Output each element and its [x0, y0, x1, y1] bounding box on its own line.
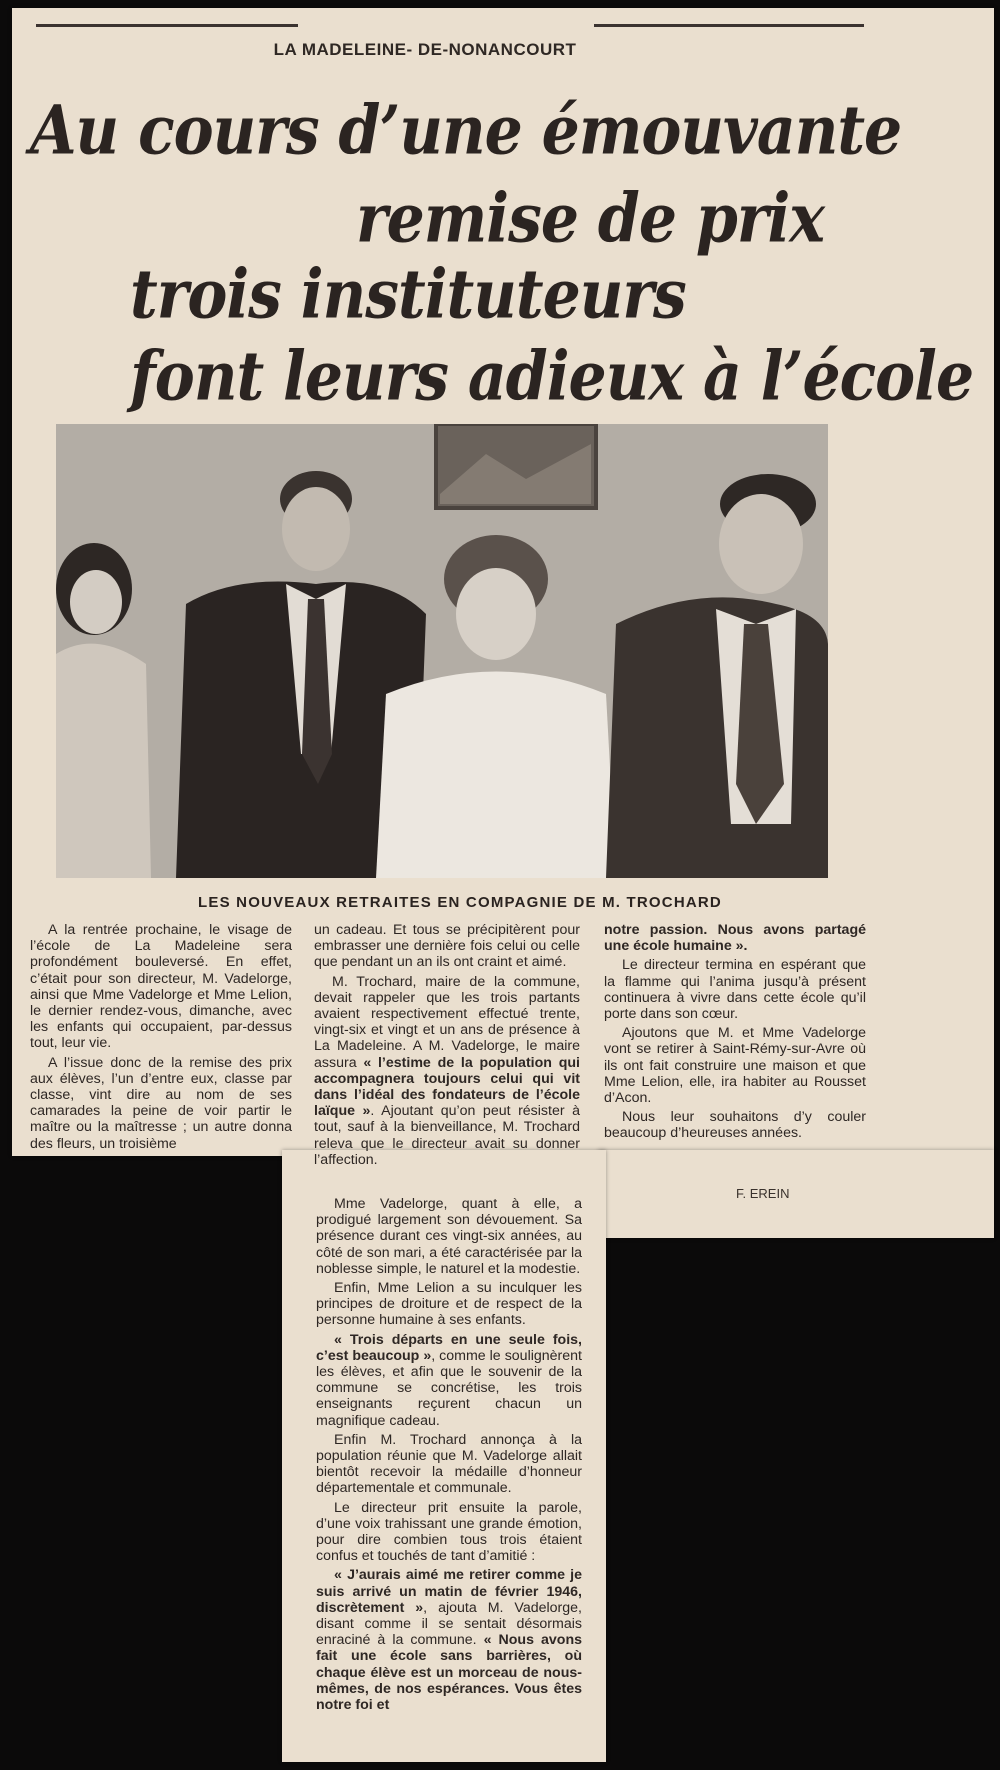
- paragraph: [316, 1332, 582, 1429]
- quote-bold: « J’aurais aimé me retirer comme je suis arrivé un matin de février 1946, discrètement »: [316, 1567, 582, 1616]
- headline-line-1: Au cours d’une émouvante: [30, 92, 902, 171]
- paragraph: Enfin, Mme Lelion a su inculquer les principes de droiture et de respect de la personne humaine à ses enfants.: [316, 1280, 582, 1329]
- group-photo: [56, 424, 828, 878]
- section-kicker: LA MADELEINE- DE-NONANCOURT: [273, 40, 577, 59]
- headline-line-2: remise de prix: [356, 180, 825, 259]
- text-run: , comme le soulignèrent les élèves, et afin que le souvenir de la commune se concrétise, les trois enseignants reçurent chacun un magnifique cadeau.: [316, 1347, 582, 1429]
- paragraph: A l’issue donc de la remise des prix aux élèves, l’un d’entre eux, classe par classe, vint dire au nom de ses camarades la peine de voir partir le maître ou la maîtresse ; un autre donna des fleurs, un troisième: [30, 1054, 292, 1152]
- clipping-lower-right-piece: [598, 1150, 994, 1238]
- top-rule-right: [594, 24, 864, 27]
- quote-bold: « l’estime de la population qui accompagnera toujours celui qui vit dans l’idéal des fondateurs de l’école laïque »: [314, 1054, 580, 1120]
- paragraph: [604, 922, 866, 954]
- author-signature: F. EREIN: [736, 1186, 790, 1201]
- headline-line-3: trois instituteurs: [130, 256, 686, 335]
- paragraph: Ajoutons que M. et Mme Vadelorge vont se retirer à Saint-Rémy-sur-Avre où ils ont fait construire une maison et que Mme Lelion, elle, ira habiter au Rousset d’Acon.: [604, 1025, 866, 1107]
- article-column-1: [30, 922, 292, 1155]
- photo-caption: LES NOUVEAUX RETRAITES EN COMPAGNIE DE M. TROCHARD: [198, 894, 722, 911]
- paragraph: Enfin M. Trochard annonça à la population réunie que M. Vadelorge allait bientôt recevoir la médaille d’honneur départementale et communale.: [316, 1431, 582, 1497]
- paragraph: A la rentrée prochaine, le visage de l’école de La Madeleine sera profondément bouleversé. En effet, c’était pour son directeur, M. Vadelorge, ainsi que Mme Vadelorge et Mme Lelion, le dernier rendez-vous, dimanche, avec les enfants qui occupaient, par-dessus tout, leur vie.: [30, 922, 292, 1052]
- paragraph: [316, 1567, 582, 1713]
- headline-line-4: font leurs adieux à l’école: [130, 338, 974, 417]
- paragraph: Le directeur termina en espérant que la flamme qui l’anima jusqu’à présent continuera à vivre dans cette école qu’il porte dans son cœur.: [604, 957, 866, 1023]
- group-photo-illustration: [56, 424, 828, 878]
- paragraph: Mme Vadelorge, quant à elle, a prodigué largement son dévouement. Sa présence durant ces vingt-six années, au côté de son mari, a été caractérisée par la noblesse simple, le naturel et la modestie.: [316, 1196, 582, 1277]
- article-column-2: [314, 922, 580, 1171]
- top-rule-left: [36, 24, 298, 27]
- article-column-continuation: [316, 1196, 582, 1716]
- paragraph: Le directeur prit ensuite la parole, d’une voix trahissant une grande émotion, pour dire combien tous trois étaient confus et touchés de tant d’amitié :: [316, 1499, 582, 1565]
- quote-bold: notre passion. Nous avons partagé une école humaine ».: [604, 922, 866, 955]
- paragraph: Nous leur souhaitons d’y couler beaucoup d’heureuses années.: [604, 1109, 866, 1142]
- text-run: . Ajoutant qu’on peut résister à tout, sauf à la bienveillance, M. Trochard releva que le directeur avait su donner l’affection.: [314, 1103, 580, 1168]
- paragraph: [314, 974, 580, 1168]
- paragraph: un cadeau. Et tous se précipitèrent pour embrasser une dernière fois celui ou celle que pendant un an ils ont craint et aimé.: [314, 922, 580, 971]
- text-run: M. Trochard, maire de la commune, devait rappeler que les trois partants avaient respectivement effectué trente, vingt-six et vingt et un ans de présence à La Madeleine. A M. Vadelorge, le maire assura: [314, 973, 580, 1071]
- quote-bold: « Trois départs en une seule fois, c’est beaucoup »: [316, 1331, 582, 1364]
- quote-bold: « Nous avons fait une école sans barrières, où chaque élève est un morceau de nous-mêmes, de nos espérances. Vous êtes notre foi et: [316, 1632, 583, 1714]
- text-run: , ajouta M. Vadelorge, disant comme il se sentait désormais enraciné à la commune.: [316, 1599, 582, 1649]
- article-column-3: [604, 922, 866, 1145]
